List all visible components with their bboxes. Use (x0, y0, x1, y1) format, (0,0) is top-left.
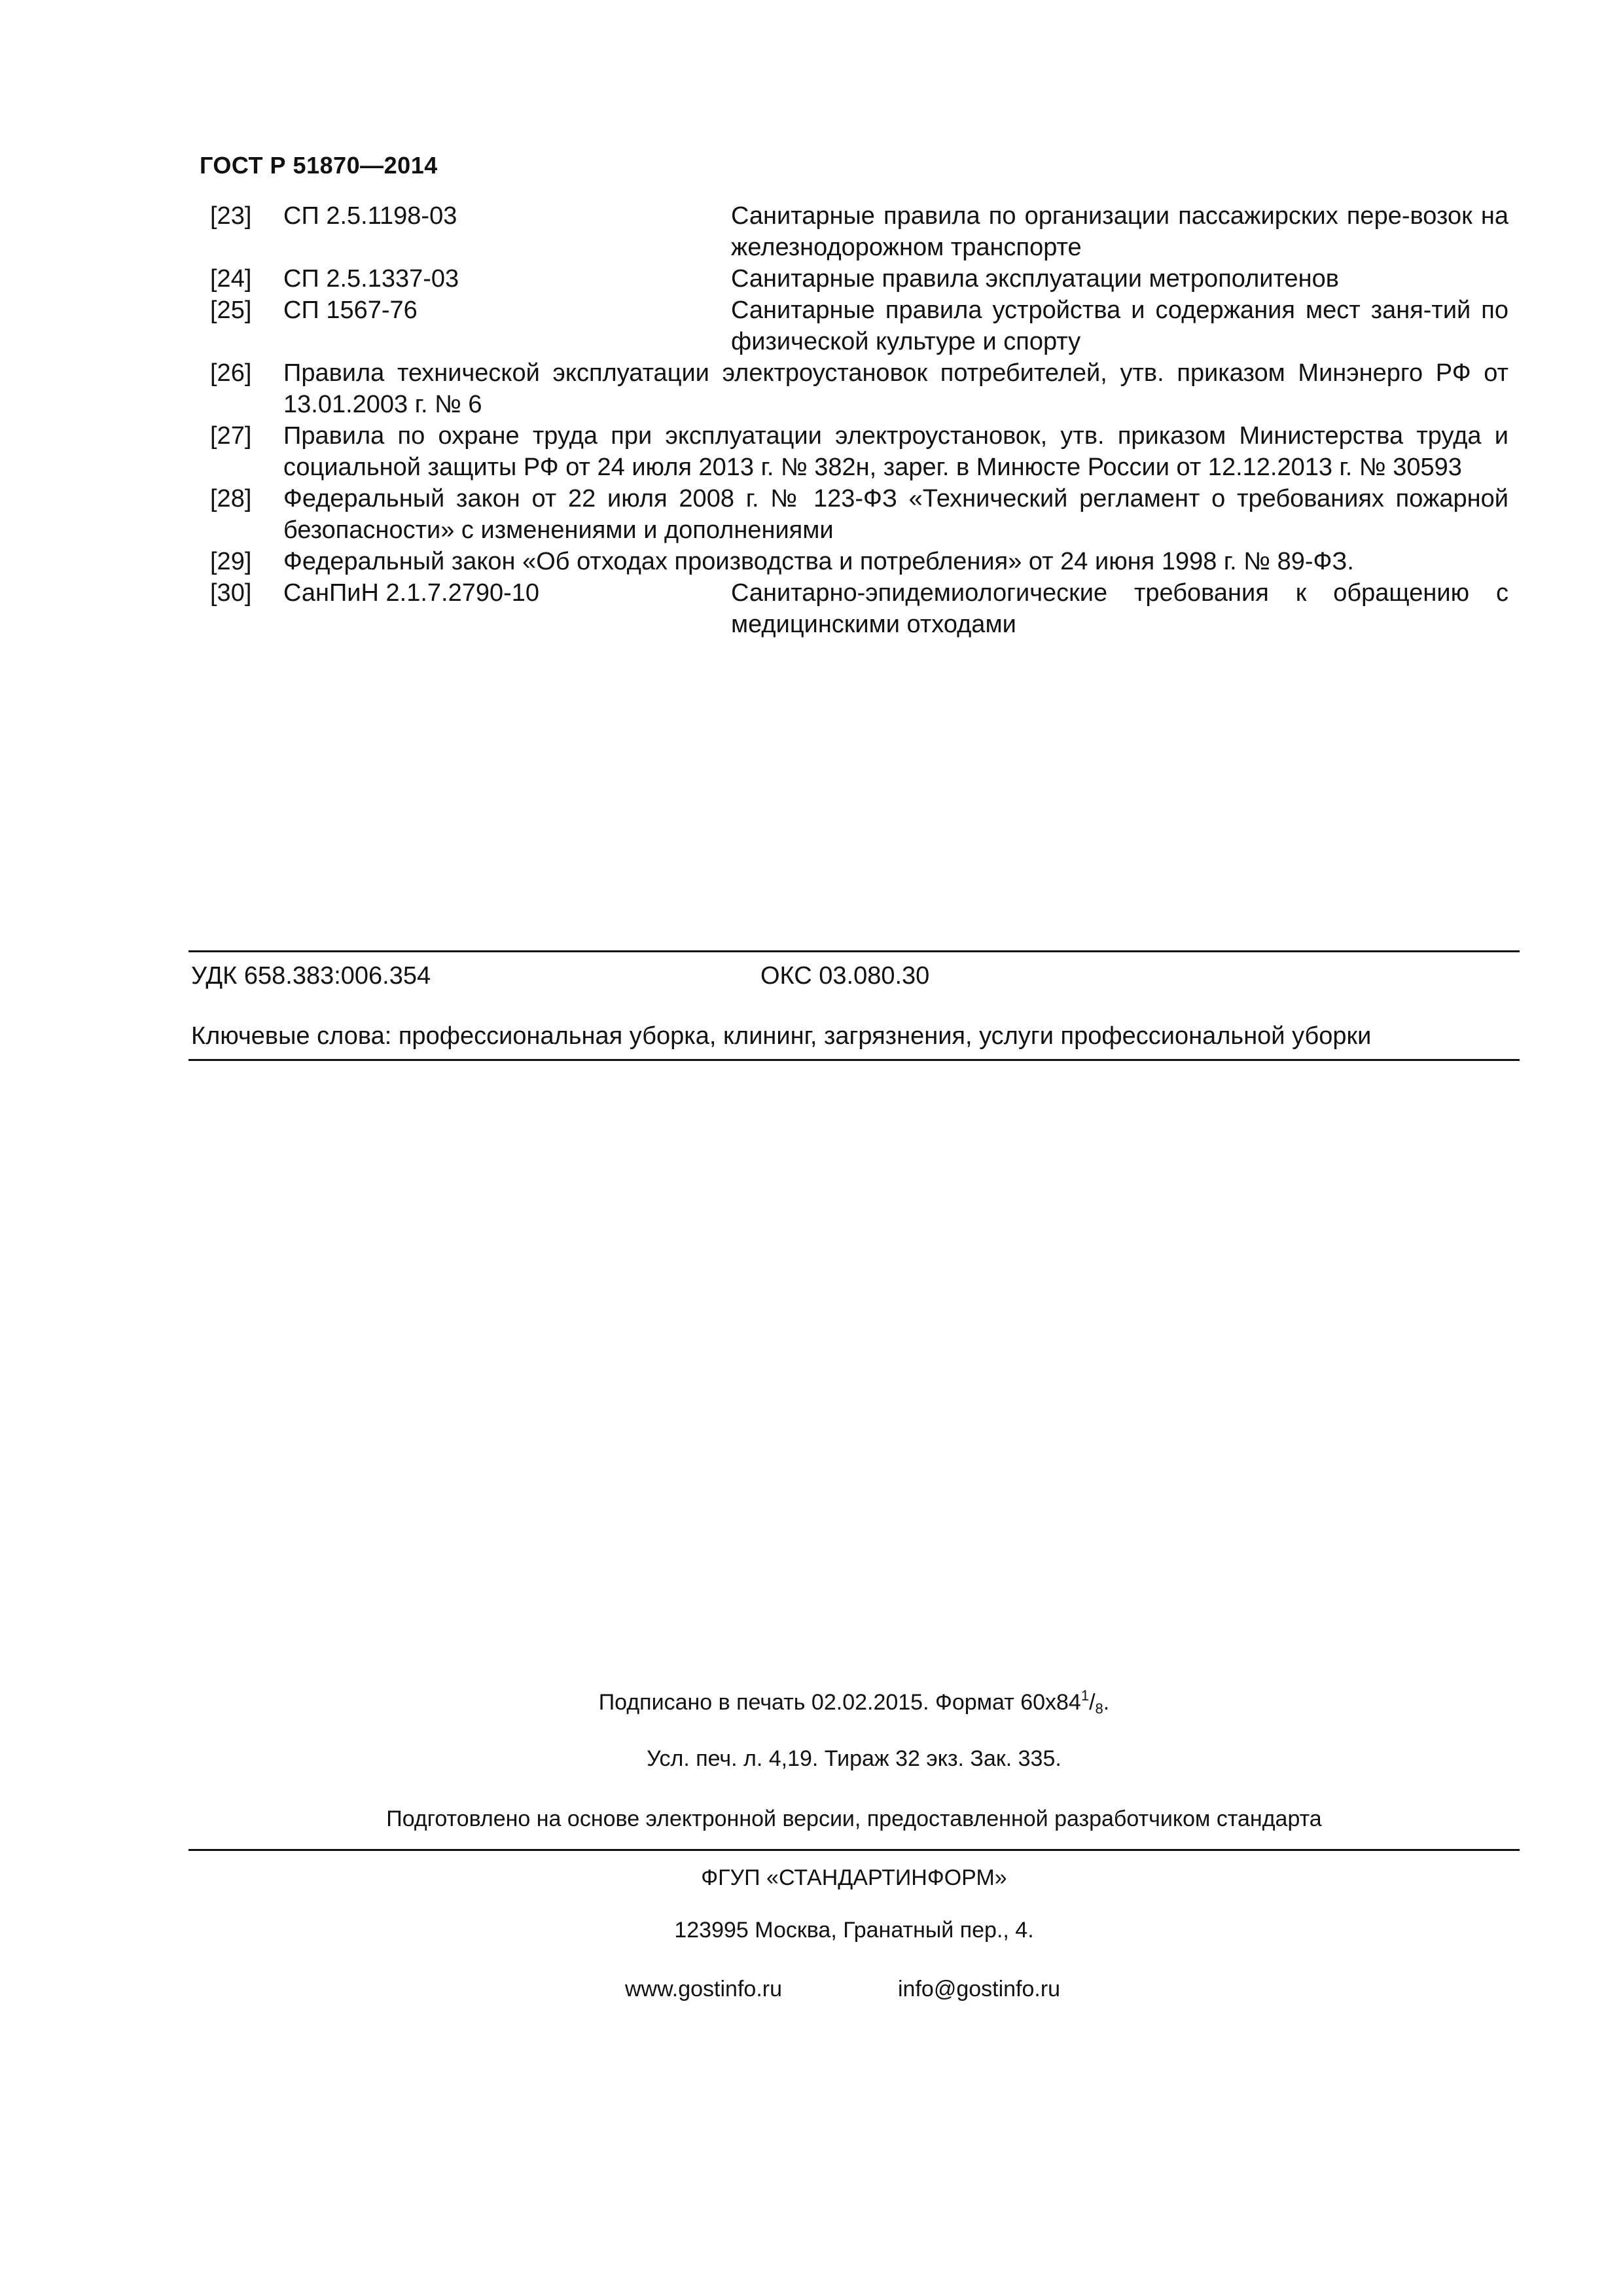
reference-number: [28] (210, 485, 252, 512)
format-denominator: 8 (1095, 1700, 1103, 1717)
reference-number: [30] (210, 579, 252, 607)
reference-text: Правила по охране труда при эксплуатации электроустановок, утв. приказом Министерства труда и социальной защиты РФ от 24 июля 2013 г. № 382н, зарег. в Минюсте России от 12.12.2013 г. № 30593 (283, 422, 1508, 481)
reference-item (200, 483, 1508, 546)
format-numerator: 1 (1080, 1687, 1090, 1704)
reference-code: СП 2.5.1337-03 (283, 265, 459, 293)
reference-description: Санитарно-эпидемиологические требования к обращению с медицинскими отходами (731, 579, 1508, 638)
reference-description: Санитарные правила устройства и содержания мест заня-тий по физической культуре и спорту (731, 296, 1508, 355)
reference-description: Санитарные правила эксплуатации метрополитенов (731, 265, 1339, 293)
classification-top-rule (188, 950, 1520, 952)
reference-code: СП 2.5.1198-03 (283, 202, 457, 230)
reference-text: Федеральный закон «Об отходах производства и потребления» от 24 июня 1998 г. № 89-ФЗ. (283, 548, 1354, 575)
udk-code: УДК 658.383:006.354 (191, 962, 431, 990)
classification-bottom-rule (188, 1059, 1520, 1061)
reference-description: Санитарные правила по организации пассажирских пере-возок на железнодорожном транспорте (731, 202, 1508, 261)
reference-item (200, 546, 1508, 577)
reference-item (200, 357, 1508, 420)
reference-number: [25] (210, 296, 252, 324)
reference-number: [24] (210, 265, 252, 293)
website-link[interactable]: www.gostinfo.ru (625, 1977, 782, 2001)
reference-code: СП 1567-76 (283, 296, 418, 324)
prepared-note: Подготовлено на основе электронной версии, предоставленной разработчиком стандарта (386, 1806, 1322, 1831)
keywords-label: Ключевые слова: (191, 1022, 392, 1050)
document-code: ГОСТ Р 51870—2014 (200, 152, 438, 179)
signed-to-print-text: Подписано в печать 02.02.2015. Формат 60x84 (598, 1690, 1081, 1715)
reference-text: Правила технической эксплуатации электроустановок потребителей, утв. приказом Минэнерго РФ от 13.01.2003 г. № 6 (283, 359, 1508, 418)
format-separator: / (1089, 1690, 1096, 1715)
reference-number: [29] (210, 548, 252, 575)
reference-text: Федеральный закон от 22 июля 2008 г. № 123-ФЗ «Технический регламент о требованиях пожарной безопасности» с изменениями и дополнениями (283, 485, 1508, 544)
oks-code: ОКС 03.080.30 (760, 962, 930, 990)
keywords (191, 1022, 1520, 1050)
reference-number: [26] (210, 359, 252, 387)
reference-item (200, 577, 1508, 640)
reference-code: СанПиН 2.1.7.2790-10 (283, 579, 540, 607)
reference-item (200, 200, 1508, 263)
reference-item (200, 420, 1508, 483)
reference-item (200, 295, 1508, 357)
email-link[interactable]: info@gostinfo.ru (898, 1977, 1061, 2001)
references-list (200, 200, 1508, 640)
keywords-text: профессиональная уборка, клининг, загрязнения, услуги профессиональной уборки (398, 1022, 1372, 1050)
reference-item (200, 263, 1508, 295)
format-suffix: . (1103, 1690, 1110, 1715)
print-info: Усл. печ. л. 4,19. Тираж 32 экз. Зак. 335. (647, 1746, 1061, 1771)
reference-number: [27] (210, 422, 252, 450)
publisher-address: 123995 Москва, Гранатный пер., 4. (674, 1918, 1034, 1943)
publisher-name: ФГУП «СТАНДАРТИНФОРМ» (701, 1865, 1007, 1890)
imprint-rule (188, 1849, 1520, 1851)
reference-number: [23] (210, 202, 252, 230)
signed-to-print (188, 1687, 1520, 1717)
